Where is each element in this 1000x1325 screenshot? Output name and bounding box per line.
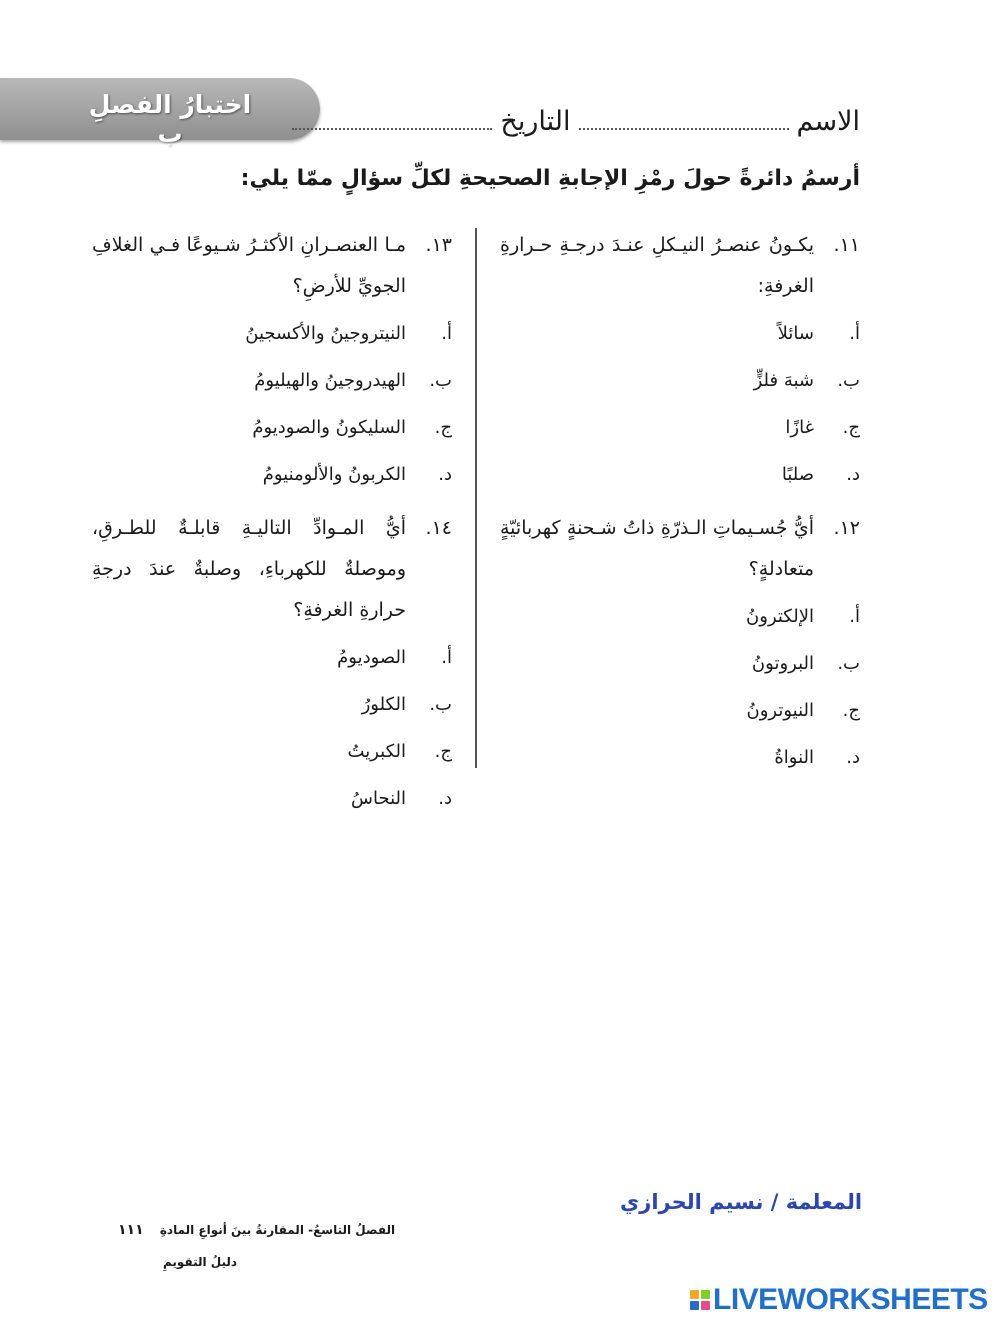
question-12 (500, 508, 860, 590)
question-text: أيُّ جُسـيماتِ الـذرّةِ ذاتُ شـحنةٍ كهربائيّةٍ متعادلةٍ؟ (500, 517, 814, 580)
footer-chapter-text: الفصلُ التاسعُ- المقارنةُ بينَ أنواعِ المادةِ (159, 1223, 396, 1237)
brand-name: LIVEWORKSHEETS (713, 1283, 988, 1316)
question-13 (92, 225, 452, 307)
date-label: التاريخ (500, 106, 571, 137)
logo-square-3 (690, 1301, 699, 1310)
option-text: الكربونُ والألومنيومُ (262, 464, 406, 485)
page-number: ١١١ (118, 1222, 144, 1238)
question-text: يكـونُ عنصـرُ النيـكلِ عنـدَ درجـةِ حـرارةِ الغرفةِ: (500, 234, 814, 297)
question-14 (92, 508, 452, 631)
option-letter[interactable]: أ. (441, 323, 452, 344)
question-11 (500, 225, 860, 307)
logo-square-1 (690, 1290, 699, 1299)
liveworksheets-brand[interactable] (690, 1283, 988, 1317)
option-letter[interactable]: ب. (837, 653, 860, 674)
liveworksheets-logo-icon (690, 1290, 710, 1310)
option-text: البروتونُ (751, 653, 814, 674)
option-item[interactable] (92, 634, 452, 681)
option-item[interactable] (92, 775, 452, 822)
name-date-row (284, 106, 860, 137)
option-text: الإلكترونُ (746, 606, 814, 627)
question-text: مـا العنصـرانِ الأكثـرُ شـيوعًا فـي الغلافِ الجويِّ للأرضِ؟ (92, 234, 406, 297)
option-item[interactable] (92, 357, 452, 404)
chapter-test-tab (0, 78, 320, 148)
option-item[interactable] (92, 728, 452, 775)
option-text: السليكونُ والصوديومُ (252, 417, 406, 438)
option-item[interactable] (500, 357, 860, 404)
question-number: ١٣. (425, 234, 452, 256)
option-letter[interactable]: د. (846, 747, 860, 768)
option-letter[interactable]: ب. (837, 370, 860, 391)
options-list (500, 310, 860, 498)
option-item[interactable] (500, 687, 860, 734)
option-letter[interactable]: د. (438, 788, 452, 809)
name-label: الاسم (796, 106, 860, 137)
column-divider (475, 228, 477, 768)
options-list (92, 634, 452, 822)
option-text: النواةُ (774, 747, 814, 768)
option-item[interactable] (92, 404, 452, 451)
chapter-test-title: اختبارُ الفصلِ ب (88, 90, 252, 148)
option-item[interactable] (500, 404, 860, 451)
option-item[interactable] (500, 734, 860, 781)
logo-square-2 (701, 1290, 710, 1299)
option-text: سائلاً (777, 323, 814, 344)
option-letter[interactable]: ج. (434, 741, 452, 762)
option-letter[interactable]: د. (846, 464, 860, 485)
option-item[interactable] (500, 593, 860, 640)
option-text: صلبًا (781, 464, 814, 485)
instruction-text: أرسمُ دائرةً حولَ رمْزِ الإجابةِ الصحيحةِ لكلِّ سؤالٍ ممّا يلي: (240, 166, 860, 191)
date-field[interactable] (292, 128, 492, 130)
right-column (500, 225, 860, 791)
option-item[interactable] (500, 451, 860, 498)
option-text: غازًا (785, 417, 814, 438)
question-number: ١٢. (833, 517, 860, 539)
option-letter[interactable]: أ. (441, 647, 452, 668)
option-letter[interactable]: أ. (849, 323, 860, 344)
teacher-credit: المعلمة / نسيم الحرازي (620, 1190, 863, 1214)
option-letter[interactable]: ج. (842, 700, 860, 721)
logo-square-4 (701, 1301, 710, 1310)
option-letter[interactable]: أ. (849, 606, 860, 627)
option-item[interactable] (500, 310, 860, 357)
option-item[interactable] (92, 310, 452, 357)
option-text: الكبريتُ (347, 741, 406, 762)
option-text: الهيدروجينُ والهيليومُ (254, 370, 406, 391)
name-field[interactable] (579, 128, 789, 130)
question-number: ١٤. (425, 517, 452, 539)
question-number: ١١. (833, 234, 860, 256)
footer-guide: دليلُ التقويمِ (163, 1255, 238, 1269)
option-text: شبهَ فلزٍّ (753, 370, 814, 391)
options-list (500, 593, 860, 781)
option-letter[interactable]: د. (438, 464, 452, 485)
option-text: النيتروجينُ والأكسجينُ (245, 323, 406, 344)
option-text: النيوترونُ (746, 700, 814, 721)
option-item[interactable] (92, 681, 452, 728)
question-text: أيُّ المـوادِّ التاليـةِ قابلـةٌ للطـرقِ، وموصلةٌ للكهرباءِ، وصلبةٌ عندَ درجةِ حرارةِ الغرفةِ؟ (92, 517, 406, 621)
option-item[interactable] (500, 640, 860, 687)
option-text: الصوديومُ (337, 647, 406, 668)
footer-chapter (118, 1222, 395, 1238)
option-letter[interactable]: ج. (842, 417, 860, 438)
left-column (92, 225, 452, 832)
option-item[interactable] (92, 451, 452, 498)
option-letter[interactable]: ب. (429, 694, 452, 715)
option-letter[interactable]: ج. (434, 417, 452, 438)
option-text: النحاسُ (351, 788, 406, 809)
option-text: الكلورُ (361, 694, 406, 715)
options-list (92, 310, 452, 498)
option-letter[interactable]: ب. (429, 370, 452, 391)
